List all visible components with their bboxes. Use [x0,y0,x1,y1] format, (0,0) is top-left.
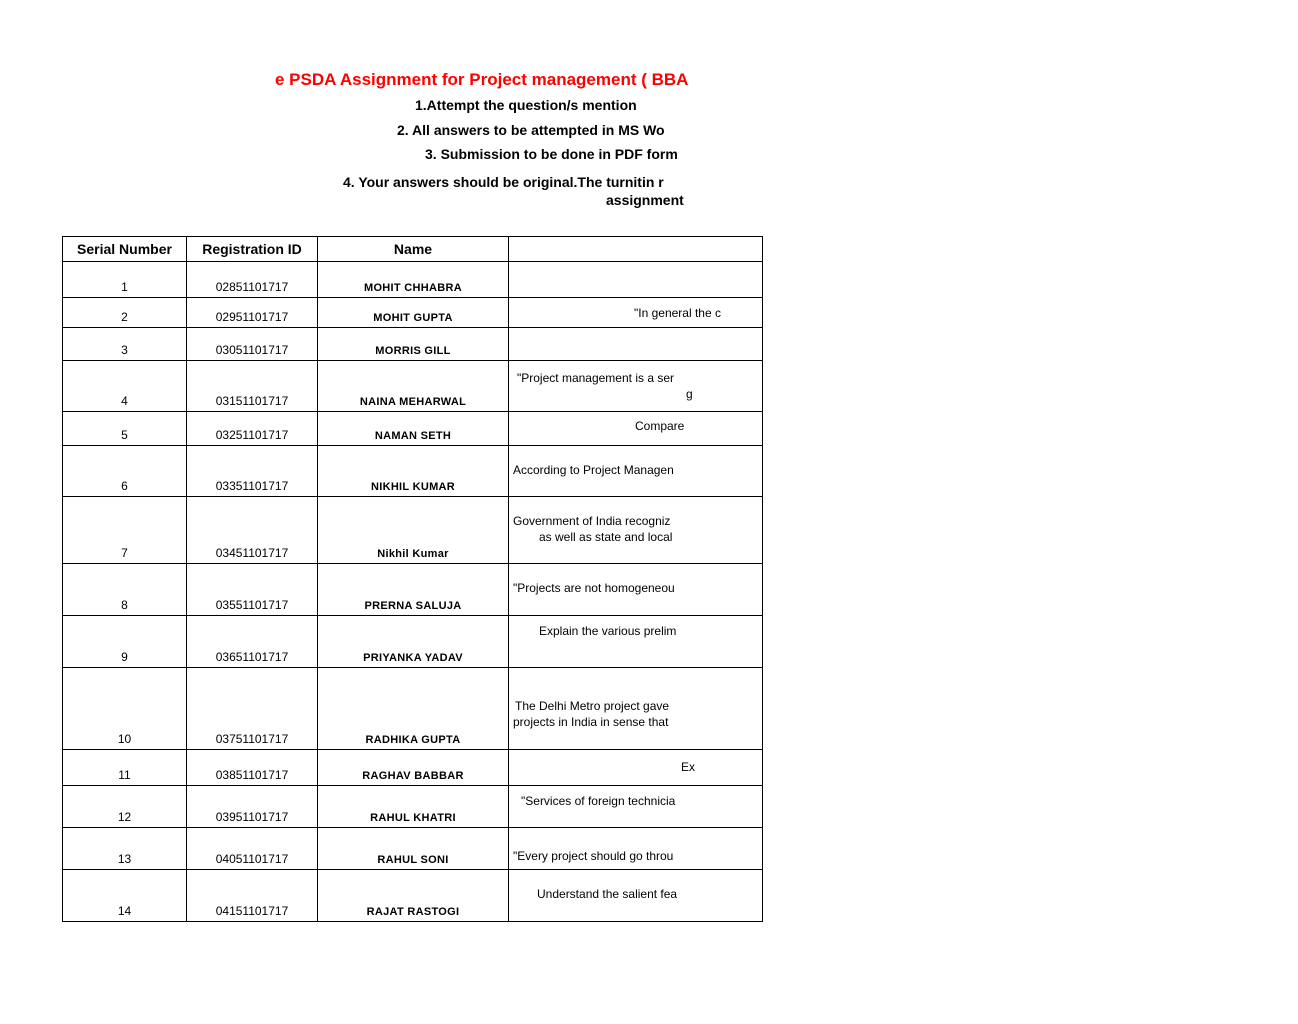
table-row [63,497,763,564]
question-line: Understand the salient fea [537,887,678,901]
serial-cell: 13 [63,828,187,870]
name-cell: RAGHAV BABBAR [318,750,509,786]
registration-cell: 04051101717 [187,828,318,870]
table-body [63,262,763,922]
name-cell: RAHUL SONI [318,828,509,870]
name-cell: NIKHIL KUMAR [318,446,509,497]
table-row [63,870,763,922]
name-cell: PRIYANKA YADAV [318,616,509,668]
header-row [63,237,763,262]
question-cell [509,361,763,412]
registration-cell: 03751101717 [187,668,318,750]
question-cell [509,564,763,616]
question-line: "Projects are not homogeneou [513,581,675,595]
serial-cell: 8 [63,564,187,616]
question-line: "In general the c [634,305,721,320]
question-line: According to Project Managen [513,463,674,477]
question-line: Explain the various prelim [539,624,677,638]
header-name: Name [318,237,509,262]
name-cell: PRERNA SALUJA [318,564,509,616]
name-cell: MORRIS GILL [318,328,509,361]
question-cell [509,262,763,298]
question-line: projects in India in sense that [513,715,669,729]
registration-cell: 03351101717 [187,446,318,497]
question-line: The Delhi Metro project gave [515,699,670,713]
name-cell: MOHIT GUPTA [318,298,509,328]
table-row [63,616,763,668]
question-line: "Services of foreign technicia [521,794,676,808]
registration-cell: 03451101717 [187,497,318,564]
registration-cell: 02951101717 [187,298,318,328]
serial-cell: 3 [63,328,187,361]
question-line: "Project management is a ser [517,371,674,385]
table-row [63,328,763,361]
question-cell [509,786,763,828]
name-cell: NAINA MEHARWAL [318,361,509,412]
assignment-title: e PSDA Assignment for Project management ( BBA [275,70,689,89]
table-row [63,361,763,412]
question-cell [509,668,763,750]
question-cell [509,328,763,361]
registration-cell: 03151101717 [187,361,318,412]
question-cell [509,828,763,870]
question-cell [509,412,763,446]
serial-cell: 12 [63,786,187,828]
serial-cell: 9 [63,616,187,668]
table-row [63,446,763,497]
name-cell: Nikhil Kumar [318,497,509,564]
question-line: Ex [681,760,696,774]
serial-cell: 5 [63,412,187,446]
question-cell [509,616,763,668]
question-cell [509,446,763,497]
question-line: as well as state and local [539,530,673,544]
serial-cell: 14 [63,870,187,922]
question-cell [509,298,763,328]
name-cell: MOHIT CHHABRA [318,262,509,298]
question-line: "Every project should go throu [513,849,674,863]
serial-cell: 7 [63,497,187,564]
header-registration-id: Registration ID [187,237,318,262]
registration-cell: 03651101717 [187,616,318,668]
serial-cell: 2 [63,298,187,328]
table-row [63,564,763,616]
name-cell: RAHUL KHATRI [318,786,509,828]
assignment-table [62,236,763,922]
table-row [63,668,763,750]
table-row [63,298,763,328]
instruction-4: 4. Your answers should be original.The turnitin r [343,174,664,190]
name-cell: RADHIKA GUPTA [318,668,509,750]
registration-cell: 04151101717 [187,870,318,922]
table-row [63,786,763,828]
question-cell [509,750,763,786]
registration-cell: 03051101717 [187,328,318,361]
table-row [63,412,763,446]
table-row [63,828,763,870]
question-cell [509,497,763,564]
instruction-1: 1.Attempt the question/s mention [415,97,637,113]
registration-cell: 03551101717 [187,564,318,616]
registration-cell: 03951101717 [187,786,318,828]
question-line: Compare [635,419,685,433]
serial-cell: 4 [63,361,187,412]
header-serial-number: Serial Number [63,237,187,262]
registration-cell: 03251101717 [187,412,318,446]
registration-cell: 02851101717 [187,262,318,298]
serial-cell: 6 [63,446,187,497]
serial-cell: 1 [63,262,187,298]
question-line: Government of India recogniz [513,514,671,528]
table-row [63,750,763,786]
instruction-4-continued: assignment [606,192,684,208]
question-cell [509,870,763,922]
instruction-3: 3. Submission to be done in PDF form [425,146,678,162]
header-question [509,237,763,262]
question-line: g [686,387,693,401]
instruction-2: 2. All answers to be attempted in MS Wo [397,122,665,138]
registration-cell: 03851101717 [187,750,318,786]
serial-cell: 11 [63,750,187,786]
serial-cell: 10 [63,668,187,750]
name-cell: NAMAN SETH [318,412,509,446]
name-cell: RAJAT RASTOGI [318,870,509,922]
table-row [63,262,763,298]
